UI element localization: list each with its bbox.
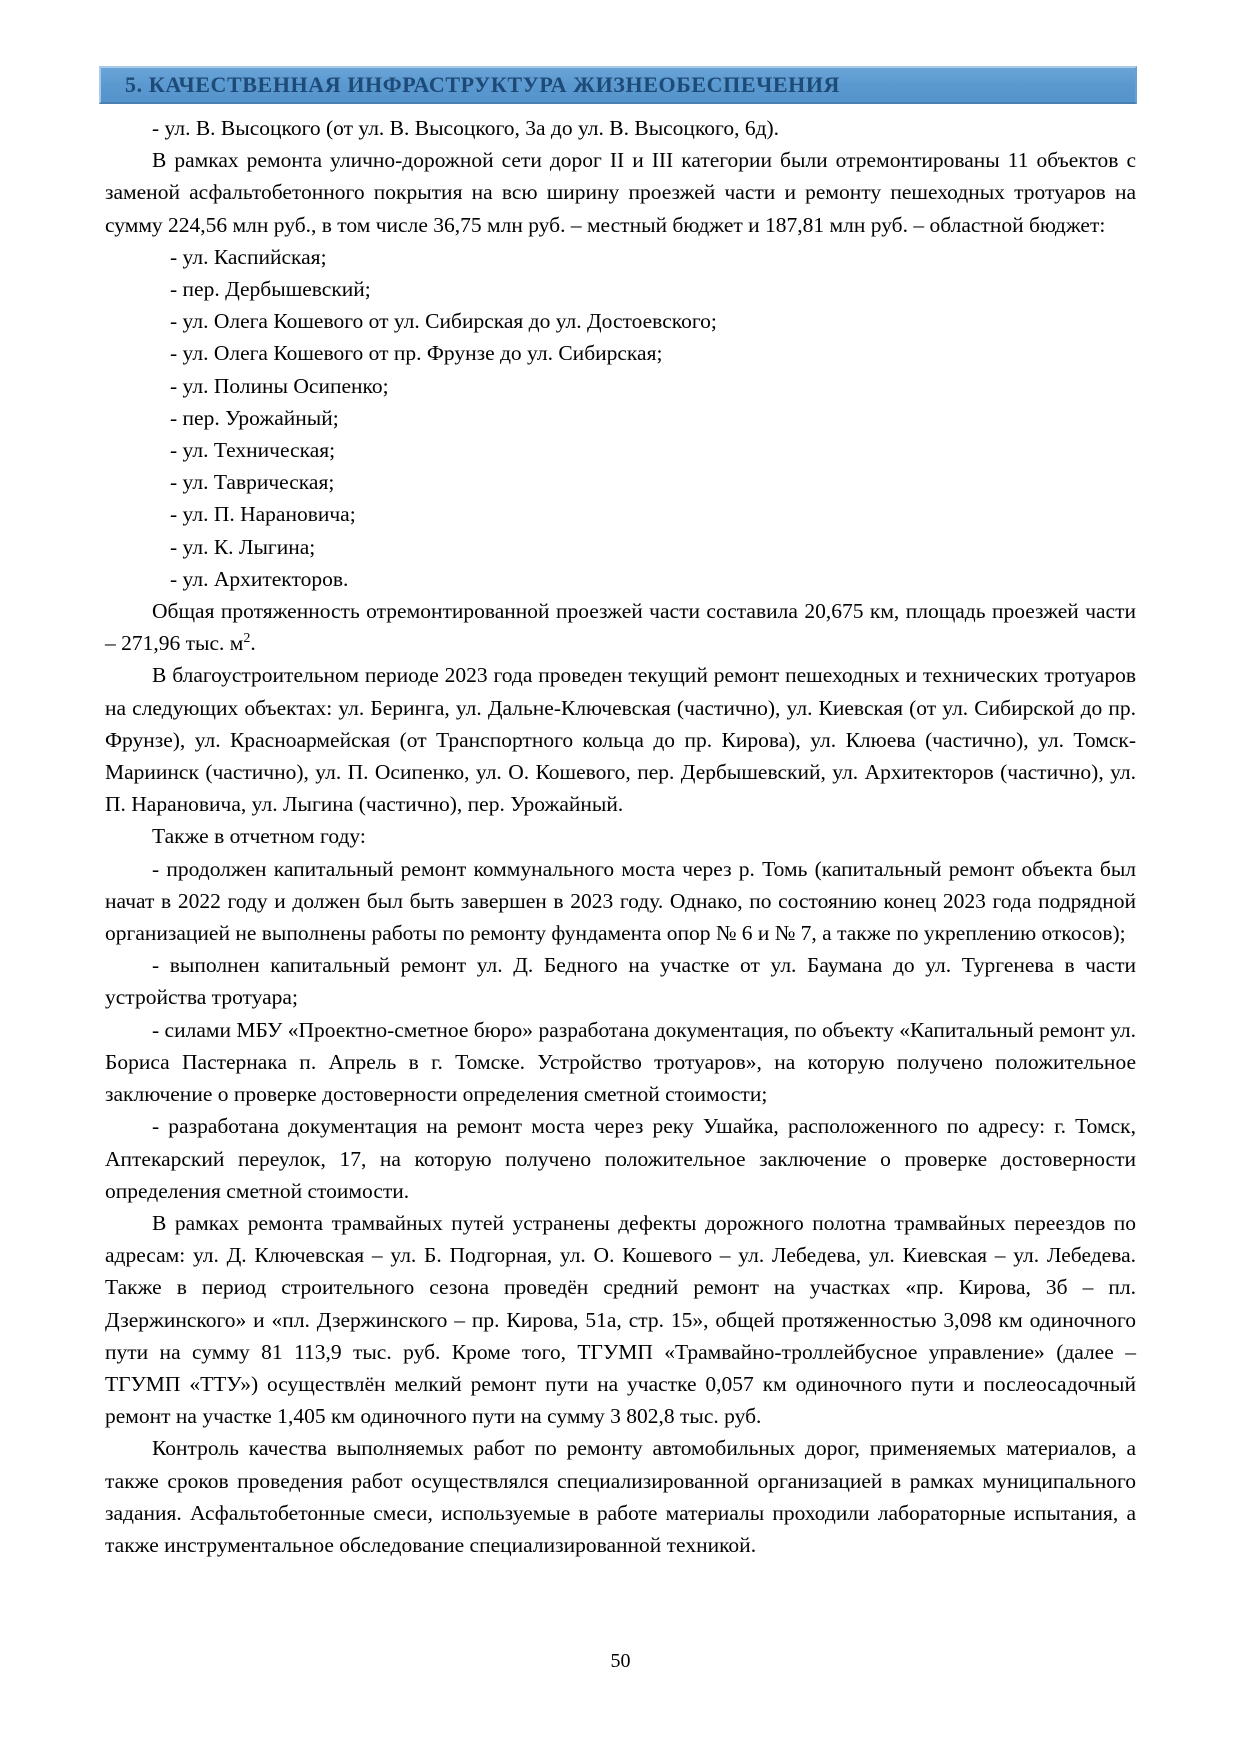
- list-item-bednogo-street: - выполнен капитальный ремонт ул. Д. Бедного на участке от ул. Баумана до ул. Тургенева в части устройства тротуара;: [105, 953, 1136, 1010]
- street-list-item: - ул. Полины Осипенко;: [170, 373, 389, 398]
- street-list-item: - ул. Олега Кошевого от ул. Сибирская до ул. Достоевского;: [170, 309, 717, 334]
- paragraph-also-in-year: Также в отчетном году:: [152, 824, 366, 849]
- paragraph-tram-tracks: В рамках ремонта трамвайных путей устранены дефекты дорожного полотна трамвайных переездов по адресам: ул. Д. Ключевская – ул. Б. Подгорная, ул. О. Кошевого – ул. Лебедева, ул. Киевская – ул. Лебедева. Также в период строительного сезона проведён средний ремонт на участках «пр. Кирова, 3б – пл. Дзержинского» и «пл. Дзержинского – пр. Кирова, 51а, стр. 15», общей протяженностью 3,098 км одиночного пути на сумму 81 113,9 тыс. руб. Кроме того, ТГУМП «Трамвайно-троллейбусное управление» (далее – ТГУМП «ТТУ») осуществлён мелкий ремонт пути на участке 0,057 км одиночного пути и послеосадочный ремонт на участке 1,405 км одиночного пути на сумму 3 802,8 тыс. руб.: [105, 1210, 1136, 1429]
- paragraph-road-repair: В рамках ремонта улично-дорожной сети дорог II и III категории были отремонтированы 11 объектов с заменой асфальтобетонного покрытия на всю ширину проезжей части и ремонту пешеходных тротуаров на сумму 224,56 млн руб., в том числе 36,75 млн руб. – местный бюджет и 187,81 млн руб. – областной бюджет:: [105, 148, 1136, 237]
- document-body: [105, 112, 1136, 1561]
- street-list-item: - ул. Олега Кошевого от пр. Фрунзе до ул. Сибирская;: [170, 341, 663, 366]
- street-list-item: - ул. Архитекторов.: [170, 566, 349, 591]
- list-item-bridge-tom: - продолжен капитальный ремонт коммунального моста через р. Томь (капитальный ремонт объекта был начат в 2022 году и должен был быть завершен в 2023 году. Однако, по состоянию конец 2023 года подрядной организацией не выполнены работы по ремонту фундамента опор № 6 и № 7, а также по укреплению откосов);: [105, 856, 1136, 946]
- paragraph-total-length: [105, 595, 1136, 659]
- street-list-item: - пер. Дербышевский;: [170, 277, 371, 302]
- street-list-item: - ул. Техническая;: [170, 438, 336, 463]
- total-length-period: .: [250, 631, 256, 656]
- street-list-item: - ул. П. Нарановича;: [170, 502, 356, 527]
- paragraph-sidewalk-repair: В благоустроительном периоде 2023 года проведен текущий ремонт пешеходных и технических тротуаров на следующих объектах: ул. Беринга, ул. Дальне-Ключевская (частично), ул. Киевская (от ул. Сибирской до пр. Фрунзе), ул. Красноармейская (от Транспортного кольца до пр. Кирова), ул. Клюева (частично), ул. Томск-Мариинск (частично), ул. П. Осипенко, ул. О. Кошевого, пер. Дербышевский, ул. Архитекторов (частично), ул. П. Нарановича, ул. Лыгина (частично), пер. Урожайный.: [105, 663, 1136, 817]
- street-list-item: - ул. Таврическая;: [170, 470, 335, 495]
- page-number: 50: [610, 1650, 631, 1672]
- street-list-item: - ул. Каспийская;: [170, 244, 327, 269]
- section-header-title: 5. КАЧЕСТВЕННАЯ ИНФРАСТРУКТУРА ЖИЗНЕОБЕСПЕЧЕНИЯ: [125, 72, 841, 97]
- street-list-item: - ул. К. Лыгина;: [170, 534, 316, 559]
- section-header-banner: [99, 66, 1137, 104]
- street-item-vysotskogo: - ул. В. Высоцкого (от ул. В. Высоцкого, 3а до ул. В. Высоцкого, 6д).: [152, 116, 780, 140]
- list-item-ushayka-bridge-docs: - разработана документация на ремонт моста через реку Ушайка, расположенного по адресу: г. Томск, Аптекарский переулок, 17, на которую получено положительное заключение о проверке достоверности определения сметной стоимости.: [105, 1114, 1136, 1203]
- total-length-text: Общая протяженность отремонтированной проезжей части составила 20,675 км, площадь проезжей части – 271,96 тыс. м: [105, 599, 1136, 656]
- paragraph-quality-control: Контроль качества выполняемых работ по ремонту автомобильных дорог, применяемых материалов, а также сроков проведения работ осуществлялся специализированной организацией в рамках муниципального задания. Асфальтобетонные смеси, используемые в работе материалы проходили лабораторные испытания, а также инструментальное обследование специализированной техникой.: [105, 1436, 1136, 1557]
- list-item-pasternaka-docs: - силами МБУ «Проектно-сметное бюро» разработана документация, по объекту «Капитальный ремонт ул. Бориса Пастернака п. Апрель в г. Томске. Устройство тротуаров», на которую получено положительное заключение о проверке достоверности определения сметной стоимости;: [105, 1017, 1136, 1107]
- street-list-item: - пер. Урожайный;: [170, 405, 339, 430]
- square-meters-superscript: 2: [243, 631, 251, 647]
